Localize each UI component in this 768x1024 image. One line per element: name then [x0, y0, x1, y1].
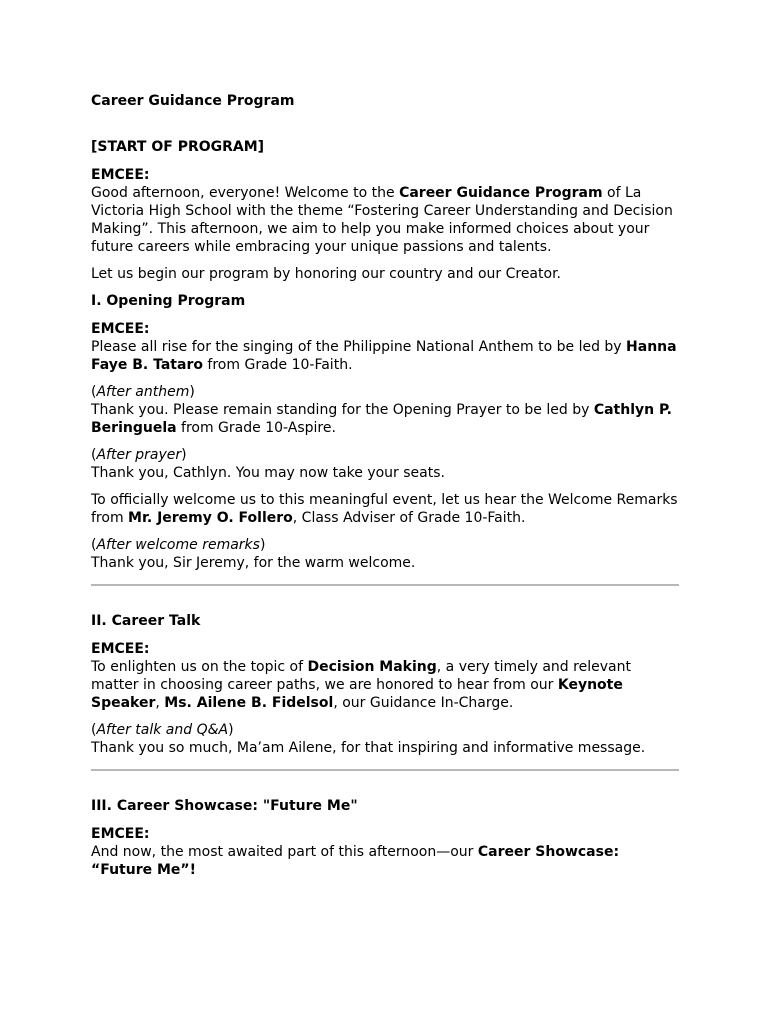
- showcase-exclaim: !: [189, 862, 196, 878]
- welcome-thanks-paragraph: Thank you, Sir Jeremy, for the warm welcome.: [91, 555, 416, 571]
- section-heading-career-talk: II. Career Talk: [91, 613, 201, 629]
- document-body: [91, 92, 679, 888]
- emcee-label: EMCEE:: [91, 321, 150, 337]
- talk-topic: Decision Making: [307, 659, 437, 675]
- stage-direction: (After anthem): [91, 384, 195, 400]
- talk-text: To enlighten us on the topic of: [91, 659, 308, 675]
- keynote-speaker: Ms. Ailene B. Fidelsol: [164, 695, 334, 711]
- talk-thanks-paragraph: Thank you so much, Ma’am Ailene, for that inspiring and informative message.: [91, 740, 646, 756]
- intro-paragraph: [91, 184, 679, 256]
- welcome-paragraph: [91, 491, 679, 527]
- stage-direction-text: After anthem: [96, 384, 190, 400]
- section-heading-showcase: III. Career Showcase: "Future Me": [91, 798, 358, 814]
- stage-direction-text: After prayer: [96, 447, 182, 463]
- start-marker: [START OF PROGRAM]: [91, 139, 265, 155]
- talk-paragraph: [91, 658, 679, 712]
- stage-direction: (After talk and Q&A): [91, 722, 234, 738]
- prayer-text: from Grade 10-Aspire.: [176, 420, 336, 436]
- welcome-speaker: Mr. Jeremy O. Follero: [128, 510, 293, 526]
- emcee-label: EMCEE:: [91, 167, 150, 183]
- stage-direction: (After prayer): [91, 447, 187, 463]
- document-title: Career Guidance Program: [91, 93, 295, 109]
- prayer-paragraph: [91, 401, 679, 437]
- talk-text: , a very timely and relevant matter in choosing career paths, we are honored to hear from our: [91, 659, 631, 693]
- intro-text: Good afternoon, everyone! Welcome to the: [91, 185, 400, 201]
- keynote-label: Keynote Speaker: [91, 677, 623, 711]
- showcase-text: And now, the most awaited part of this afternoon—our: [91, 844, 478, 860]
- emcee-label: EMCEE:: [91, 641, 150, 657]
- talk-text: ,: [155, 695, 165, 711]
- welcome-text: To officially welcome us to this meaningful event, let us hear the Welcome Remarks from: [91, 492, 678, 526]
- welcome-text: , Class Adviser of Grade 10-Faith.: [292, 510, 526, 526]
- stage-direction-text: After talk and Q&A: [96, 722, 229, 738]
- emcee-label: EMCEE:: [91, 826, 150, 842]
- section-divider: [91, 769, 679, 771]
- stage-direction-text: After welcome remarks: [96, 537, 260, 553]
- stage-direction: (After welcome remarks): [91, 537, 266, 553]
- showcase-paragraph: [91, 843, 679, 879]
- section-heading-opening: I. Opening Program: [91, 293, 246, 309]
- honor-paragraph: Let us begin our program by honoring our country and our Creator.: [91, 266, 561, 282]
- showcase-name: Career Showcase: “Future Me”: [91, 844, 620, 878]
- seats-paragraph: Thank you, Cathlyn. You may now take your seats.: [91, 465, 445, 481]
- anthem-text: Please all rise for the singing of the Philippine National Anthem to be led by: [91, 339, 627, 355]
- prayer-text: Thank you. Please remain standing for the Opening Prayer to be led by: [91, 402, 594, 418]
- anthem-leader: Hanna Faye B. Tataro: [91, 339, 677, 373]
- talk-text: , our Guidance In-Charge.: [333, 695, 514, 711]
- intro-text: of La Victoria High School with the theme “Fostering Career Understanding and Decision Making”. This afternoon, we aim to help you make informed choices about your future careers while embracing your unique passions and talents.: [91, 185, 673, 255]
- anthem-text: from Grade 10-Faith.: [202, 357, 353, 373]
- section-divider: [91, 584, 679, 586]
- prayer-leader: Cathlyn P. Beringuela: [91, 402, 672, 436]
- program-name: Career Guidance Program: [399, 185, 603, 201]
- anthem-paragraph: [91, 338, 679, 374]
